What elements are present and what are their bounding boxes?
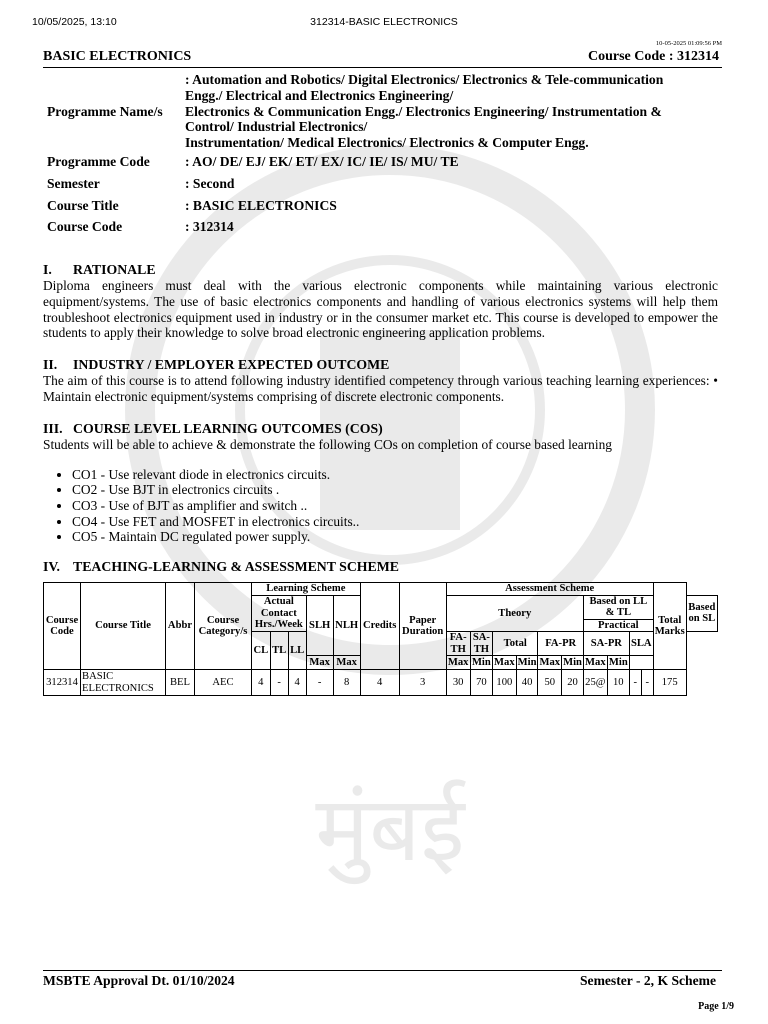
section-rationale xyxy=(43,262,718,341)
cell: 4 xyxy=(252,670,271,696)
generated-timestamp: 10-05-2025 01:09:56 PM xyxy=(655,40,722,47)
min-label: Min xyxy=(471,656,491,668)
section-heading: III. COURSE LEVEL LEARNING OUTCOMES (COS) xyxy=(43,421,383,436)
document-title-row xyxy=(43,49,722,68)
theory-header: Theory xyxy=(446,595,583,632)
browser-print-header xyxy=(32,16,736,30)
programme-code-label: Programme Code xyxy=(47,153,150,169)
course-code-value: : 312314 xyxy=(185,219,234,235)
based-sl-header: Based on SL xyxy=(686,595,717,632)
programme-code-value: : AO/ DE/ EJ/ EK/ ET/ EX/ IC/ IE/ IS/ MU/ TE xyxy=(185,153,459,169)
learning-scheme-header: Learning Scheme xyxy=(252,583,361,596)
col-nlh: NLH xyxy=(333,595,360,656)
cell: 3 xyxy=(399,670,446,696)
course-title-label: Course Title xyxy=(47,197,119,213)
cell: 100 xyxy=(493,670,517,696)
semester-value: : Second xyxy=(185,175,235,191)
col-course-category: Course Category/s xyxy=(195,583,252,670)
max-label: Max xyxy=(539,656,561,668)
col-cl: CL xyxy=(252,632,271,670)
max-label: Max xyxy=(447,656,469,668)
min-label: Min xyxy=(517,656,537,668)
section-heading: IV. TEACHING-LEARNING & ASSESSMENT SCHEME xyxy=(43,559,399,574)
col-tl: TL xyxy=(270,632,288,670)
assessment-scheme-header: Assessment Scheme xyxy=(446,583,653,596)
max-label: Max xyxy=(333,656,360,670)
programme-line: Control/ Industrial Electronics/ xyxy=(185,119,368,135)
col-abbr: Abbr xyxy=(166,583,195,670)
cell: BEL xyxy=(166,670,195,696)
cell: AEC xyxy=(195,670,252,696)
col-slh: SLH xyxy=(306,595,333,656)
document-title: BASIC ELECTRONICS xyxy=(43,49,192,64)
min-label: Min xyxy=(608,656,628,668)
co-item: • CO1 - Use relevant diode in electronics circuits. xyxy=(72,467,718,483)
col-paper-duration: Paper Duration xyxy=(399,583,446,670)
min-label: Min xyxy=(563,656,582,668)
cell: 312314 xyxy=(44,670,81,696)
practical-header: Practical xyxy=(583,619,653,632)
col-total-marks: Total Marks xyxy=(653,583,686,670)
rationale-text: Diploma engineers must deal with the various electronic components while maintaining various electronic equipment/systems. The use of basic electronics components and handling of various electronics systems will help them troubleshoot electronics equipment used in industry or in the consumer market etc. This course is developed to empower the students to apply their knowledge to solve broad electronic engineering application problems. xyxy=(43,278,718,341)
cell: 4 xyxy=(360,670,399,696)
col-total: Total xyxy=(493,632,538,656)
max-label: Max xyxy=(585,656,606,668)
print-title: 312314-BASIC ELECTRONICS xyxy=(310,16,458,28)
programme-line: Instrumentation/ Medical Electronics/ Electronics & Computer Engg. xyxy=(185,135,589,151)
course-outcomes-intro: Students will be able to achieve & demonstrate the following COs on completion of course based learning xyxy=(43,437,612,452)
teaching-assessment-scheme-table xyxy=(43,582,718,696)
section-course-outcomes xyxy=(43,421,718,545)
cell: 4 xyxy=(288,670,306,696)
programme-line: Engg./ Electrical and Electronics Engineering/ xyxy=(185,87,454,103)
cell: - xyxy=(270,670,288,696)
semester-scheme: Semester - 2, K Scheme xyxy=(579,973,716,988)
document-footer xyxy=(43,970,722,989)
cell: 40 xyxy=(516,670,538,696)
cell: - xyxy=(641,670,653,696)
cell: 10 xyxy=(607,670,629,696)
section-heading: II. INDUSTRY / EMPLOYER EXPECTED OUTCOME xyxy=(43,357,390,372)
section-heading: I. RATIONALE xyxy=(43,262,156,277)
co-item: • CO3 - Use of BJT as amplifier and switch .. xyxy=(72,498,718,514)
max-label: Max xyxy=(306,656,333,670)
section-scheme xyxy=(43,559,718,575)
course-info-table xyxy=(47,72,727,238)
col-sla: SLA xyxy=(629,632,653,656)
cell: 30 xyxy=(446,670,470,696)
cell: 175 xyxy=(653,670,686,696)
programme-name-label: Programme Name/s xyxy=(47,103,163,119)
cell: 50 xyxy=(538,670,562,696)
col-sa-pr: SA-PR xyxy=(583,632,629,656)
cell: 20 xyxy=(562,670,584,696)
page-number: Page 1/9 xyxy=(698,1001,734,1012)
co-list xyxy=(43,467,718,545)
programme-line: : Automation and Robotics/ Digital Electronics/ Electronics & Tele-communication xyxy=(185,72,664,87)
programme-line: Electronics & Communication Engg./ Electronics Engineering/ Instrumentation & xyxy=(185,103,662,119)
cell: 70 xyxy=(470,670,492,696)
cell: - xyxy=(306,670,333,696)
col-fa-pr: FA-PR xyxy=(538,632,583,656)
col-course-code: Course Code xyxy=(44,583,81,670)
table-row xyxy=(44,670,718,696)
co-item: • CO4 - Use FET and MOSFET in electronics circuits.. xyxy=(72,514,718,530)
col-fa-th: FA-TH xyxy=(446,632,470,656)
course-code-label: Course Code xyxy=(47,219,123,235)
course-title-value: : BASIC ELECTRONICS xyxy=(185,197,337,213)
print-datetime: 10/05/2025, 13:10 xyxy=(32,16,117,28)
cell: - xyxy=(629,670,641,696)
col-credits: Credits xyxy=(360,583,399,670)
co-item: • CO2 - Use BJT in electronics circuits . xyxy=(72,482,718,498)
cell: 25@ xyxy=(583,670,607,696)
cell: BASIC ELECTRONICS xyxy=(81,670,166,696)
approval-date: MSBTE Approval Dt. 01/10/2024 xyxy=(43,973,235,988)
co-item: • CO5 - Maintain DC regulated power supply. xyxy=(72,529,718,545)
watermark-text: मुंबई xyxy=(315,777,465,882)
semester-label: Semester xyxy=(47,175,100,191)
actual-contact-header: Actual Contact Hrs./Week xyxy=(252,595,307,632)
col-sa-th: SA-TH xyxy=(470,632,492,656)
based-ll-tl-header: Based on LL & TL xyxy=(583,595,653,619)
industry-outcome-text: The aim of this course is to attend following industry identified competency through various teaching learning experiences: • Maintain electronic equipment/systems comprising of discrete electronic components. xyxy=(43,373,718,404)
max-label: Max xyxy=(494,656,515,668)
cell: 8 xyxy=(333,670,360,696)
section-industry-outcome xyxy=(43,357,718,405)
col-ll: LL xyxy=(288,632,306,670)
col-course-title: Course Title xyxy=(81,583,166,670)
programme-name-value xyxy=(185,72,727,151)
course-code-header: Course Code : 312314 xyxy=(587,49,719,64)
